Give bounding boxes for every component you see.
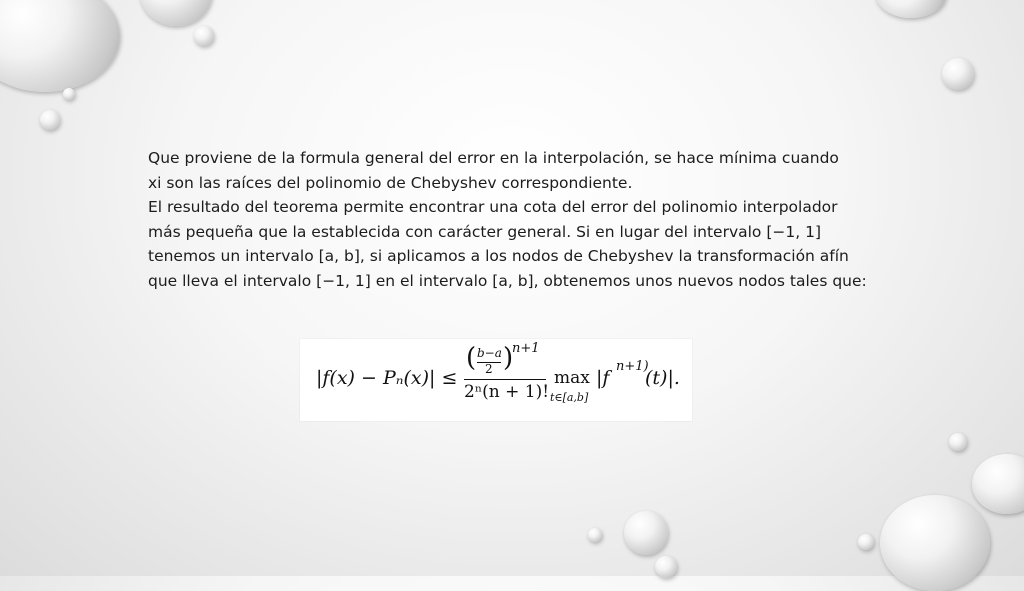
- water-drop-decoration: [0, 0, 120, 92]
- body-line: Que proviene de la formula general del error en la interpolación, se hace mínima cuando: [148, 149, 839, 167]
- water-drop-decoration: [63, 88, 75, 100]
- body-line: más pequeña que la establecida con carácter general. Si en lugar del intervalo [−1, 1]: [148, 222, 821, 241]
- water-drop-decoration: [194, 26, 214, 46]
- formula-max-operator: max: [554, 368, 590, 388]
- body-line: que lleva el intervalo [−1, 1] en el intervalo [a, b], obtenemos unos nuevos nodos tales que:: [148, 271, 867, 290]
- body-line: El resultado del teorema permite encontrar una cota del error del polinomio interpolador: [148, 198, 838, 216]
- body-line: xi son las raíces del polinomio de Chebyshev correspondiente.: [148, 173, 633, 192]
- water-drop-decoration: [972, 454, 1024, 514]
- formula-frac-top: b−a: [477, 346, 502, 360]
- formula-rhs-tail: (t)|.: [645, 367, 680, 389]
- formula-paren-close: ): [503, 343, 514, 373]
- water-drop-decoration: [588, 528, 602, 542]
- water-drop-decoration: [40, 110, 60, 130]
- water-drop-decoration: [880, 495, 990, 591]
- body-line: tenemos un intervalo [a, b], si aplicamos a los nodos de Chebyshev la transformación afín: [148, 247, 849, 265]
- error-bound-formula: [300, 339, 692, 421]
- slide-body-text: [148, 146, 868, 293]
- formula-paren-open: (: [466, 343, 477, 373]
- formula-main-fraction-line: [464, 379, 546, 380]
- water-drop-decoration: [858, 534, 874, 550]
- water-drop-decoration: [624, 511, 668, 555]
- formula-exponent: n+1: [512, 341, 540, 356]
- formula-lhs: |f(x) − Pₙ(x)| ≤: [316, 367, 458, 389]
- water-drop-decoration: [942, 58, 974, 90]
- water-drop-decoration: [140, 0, 212, 26]
- formula-frac-bottom: 2: [485, 362, 493, 376]
- formula-max-subscript: t∈[a,b]: [550, 391, 589, 404]
- water-drop-decoration: [949, 433, 967, 451]
- water-drop-decoration: [655, 556, 677, 578]
- formula-rhs-exponent: n+1): [616, 359, 649, 374]
- water-drop-decoration: [876, 0, 946, 18]
- formula-denominator: 2ⁿ(n + 1)!: [464, 382, 550, 402]
- formula-rhs: |f: [596, 367, 610, 389]
